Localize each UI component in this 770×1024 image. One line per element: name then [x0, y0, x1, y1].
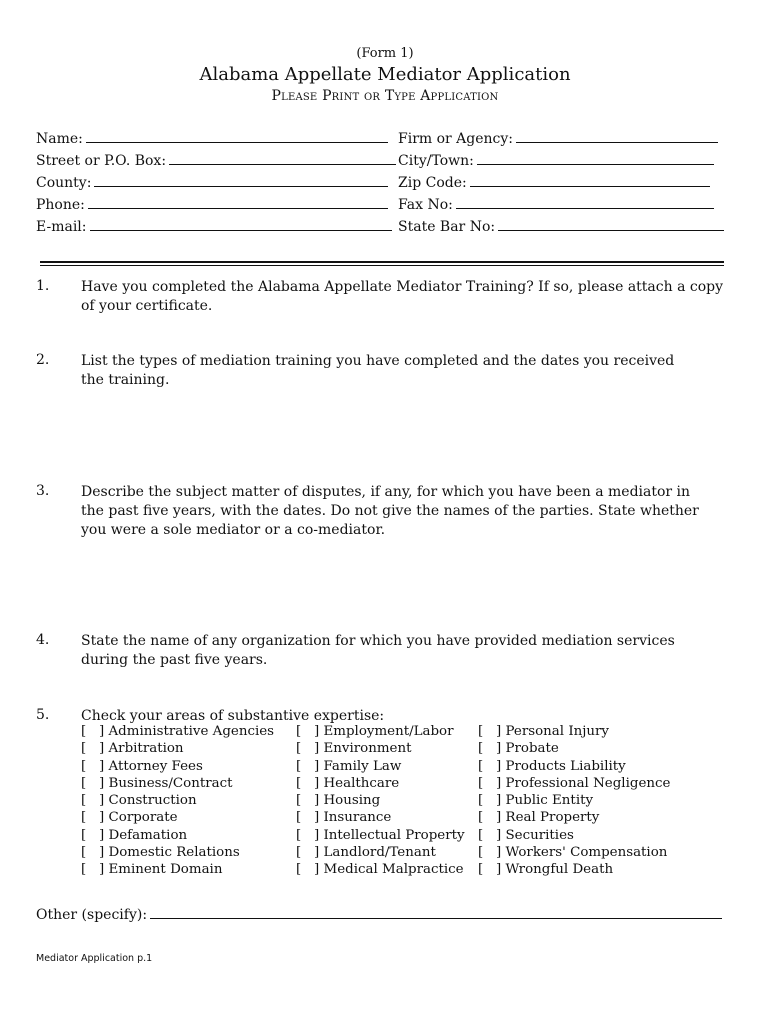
phone-field[interactable]	[36, 194, 388, 213]
expertise-checkbox-item[interactable]	[478, 861, 670, 878]
expertise-checkbox-item[interactable]	[478, 827, 670, 844]
checkbox-close-bracket[interactable]: ]	[314, 793, 320, 809]
checkbox-open-bracket[interactable]: [	[296, 793, 302, 809]
other-field[interactable]	[36, 904, 722, 923]
expertise-label: Environment	[319, 741, 412, 757]
expertise-label: Domestic Relations	[104, 845, 240, 861]
question-4-text: State the name of any organization for which you have provided mediation services during the past five years.	[81, 633, 675, 668]
email-input[interactable]	[90, 216, 392, 231]
expertise-label: Employment/Labor	[319, 724, 454, 739]
expertise-column-2	[296, 723, 465, 879]
expertise-checkbox-item[interactable]	[296, 844, 465, 861]
zip-field[interactable]	[398, 172, 710, 191]
checkbox-close-bracket[interactable]: ]	[496, 775, 502, 791]
section-divider-secondary	[40, 265, 724, 266]
checkbox-close-bracket[interactable]: ]	[99, 845, 105, 861]
checkbox-close-bracket[interactable]: ]	[99, 810, 105, 826]
checkbox-open-bracket[interactable]: [	[81, 741, 87, 757]
fax-label: Fax No:	[398, 197, 453, 213]
expertise-checkbox-item[interactable]	[81, 861, 274, 878]
checkbox-close-bracket[interactable]: ]	[496, 845, 502, 861]
checkbox-close-bracket[interactable]: ]	[496, 862, 502, 878]
street-label: Street or P.O. Box:	[36, 153, 167, 169]
checkbox-close-bracket[interactable]: ]	[99, 827, 105, 843]
checkbox-close-bracket[interactable]: ]	[314, 862, 320, 878]
other-label: Other (specify):	[36, 907, 148, 923]
bar-number-input[interactable]	[498, 216, 724, 231]
checkbox-close-bracket[interactable]: ]	[314, 810, 320, 826]
question-3-text: Describe the subject matter of disputes, if any, for which you have been a mediator in the past five years, with the dates. Do not give the names of the parties. State whether you were a sole mediator or a co-mediator.	[81, 484, 699, 538]
section-divider	[40, 261, 724, 263]
checkbox-close-bracket[interactable]: ]	[314, 845, 320, 861]
question-4-number: 4.	[36, 632, 50, 648]
expertise-label: Attorney Fees	[104, 758, 203, 774]
email-field[interactable]	[36, 216, 392, 235]
checkbox-open-bracket[interactable]: [	[478, 845, 484, 861]
expertise-label: Securities	[501, 827, 574, 843]
phone-input[interactable]	[88, 194, 388, 209]
bar-number-field[interactable]	[398, 216, 724, 235]
expertise-checkbox-item[interactable]	[478, 844, 670, 861]
checkbox-open-bracket[interactable]: [	[296, 845, 302, 861]
expertise-label: Public Entity	[501, 793, 594, 809]
name-label: Name:	[36, 131, 83, 147]
checkbox-open-bracket[interactable]: [	[296, 775, 302, 791]
question-5-number: 5.	[36, 707, 50, 723]
expertise-checkbox-item[interactable]	[296, 775, 465, 792]
checkbox-close-bracket[interactable]: ]	[496, 741, 502, 757]
expertise-checkbox-item[interactable]	[81, 792, 274, 809]
street-input[interactable]	[169, 150, 396, 165]
expertise-label: Corporate	[104, 810, 178, 826]
expertise-label: Professional Negligence	[501, 775, 671, 791]
checkbox-open-bracket[interactable]: [	[81, 793, 87, 809]
question-5-text: Check your areas of substantive expertise:	[81, 708, 385, 724]
checkbox-open-bracket[interactable]: [	[81, 827, 87, 843]
checkbox-close-bracket[interactable]: ]	[314, 775, 320, 791]
expertise-checkbox-item[interactable]	[296, 792, 465, 809]
expertise-label: Wrongful Death	[501, 862, 614, 878]
expertise-checkbox-item[interactable]	[296, 827, 465, 844]
county-input[interactable]	[94, 172, 388, 187]
city-field[interactable]	[398, 150, 714, 169]
checkbox-open-bracket[interactable]: [	[296, 724, 302, 739]
checkbox-open-bracket[interactable]: [	[81, 724, 87, 739]
expertise-label: Probate	[501, 741, 559, 757]
phone-label: Phone:	[36, 197, 85, 213]
checkbox-open-bracket[interactable]: [	[81, 810, 87, 826]
checkbox-open-bracket[interactable]: [	[478, 741, 484, 757]
city-input[interactable]	[477, 150, 714, 165]
question-2-number: 2.	[36, 352, 50, 368]
expertise-label: Eminent Domain	[104, 862, 223, 878]
page-footer: Mediator Application p.1	[36, 953, 153, 964]
fax-field[interactable]	[398, 194, 714, 213]
expertise-checkbox-item[interactable]	[478, 740, 670, 757]
expertise-checkbox-item[interactable]	[296, 861, 465, 878]
expertise-label: Family Law	[319, 758, 402, 774]
page-subtitle: Please Print or Type Application	[271, 88, 499, 104]
expertise-checkbox-item[interactable]	[478, 792, 670, 809]
expertise-checkbox-item[interactable]	[81, 723, 274, 740]
expertise-checkbox-item[interactable]	[478, 809, 670, 826]
checkbox-open-bracket[interactable]: [	[296, 862, 302, 878]
expertise-label: Administrative Agencies	[104, 724, 275, 739]
expertise-checkbox-item[interactable]	[81, 740, 274, 757]
checkbox-open-bracket[interactable]: [	[81, 758, 87, 774]
expertise-label: Defamation	[104, 827, 188, 843]
name-field[interactable]	[36, 128, 388, 147]
checkbox-open-bracket[interactable]: [	[296, 827, 302, 843]
checkbox-open-bracket[interactable]: [	[478, 810, 484, 826]
email-label: E-mail:	[36, 219, 87, 235]
question-2-text: List the types of mediation training you have completed and the dates you received the training.	[81, 353, 675, 388]
expertise-checkbox-item[interactable]	[478, 758, 670, 775]
expertise-checkbox-item[interactable]	[478, 723, 670, 740]
expertise-label: Products Liability	[501, 758, 626, 774]
question-1-text: Have you completed the Alabama Appellate Mediator Training? If so, please attach a copy of your certificate.	[81, 279, 724, 314]
firm-field[interactable]	[398, 128, 718, 147]
expertise-column-3	[478, 723, 670, 879]
checkbox-open-bracket[interactable]: [	[81, 845, 87, 861]
expertise-checkbox-item[interactable]	[296, 809, 465, 826]
checkbox-open-bracket[interactable]: [	[296, 758, 302, 774]
expertise-label: Insurance	[319, 810, 392, 826]
checkbox-close-bracket[interactable]: ]	[99, 758, 105, 774]
expertise-label: Personal Injury	[501, 724, 609, 739]
firm-input[interactable]	[516, 128, 718, 143]
fax-input[interactable]	[456, 194, 714, 209]
checkbox-close-bracket[interactable]: ]	[314, 827, 320, 843]
expertise-label: Landlord/Tenant	[319, 845, 436, 861]
expertise-label: Medical Malpractice	[319, 862, 464, 878]
expertise-label: Business/Contract	[104, 775, 233, 791]
form-number: (Form 1)	[356, 46, 414, 61]
checkbox-open-bracket[interactable]: [	[478, 758, 484, 774]
page-title: Alabama Appellate Mediator Application	[199, 64, 571, 85]
checkbox-open-bracket[interactable]: [	[478, 827, 484, 843]
county-label: County:	[36, 175, 92, 191]
checkbox-open-bracket[interactable]: [	[478, 793, 484, 809]
street-field[interactable]	[36, 150, 396, 169]
city-label: City/Town:	[398, 153, 474, 169]
checkbox-open-bracket[interactable]: [	[478, 775, 484, 791]
name-input[interactable]	[86, 128, 388, 143]
checkbox-close-bracket[interactable]: ]	[99, 775, 105, 791]
checkbox-close-bracket[interactable]: ]	[314, 724, 320, 739]
expertise-label: Workers' Compensation	[501, 845, 668, 861]
checkbox-close-bracket[interactable]: ]	[99, 862, 105, 878]
checkbox-close-bracket[interactable]: ]	[99, 724, 105, 739]
checkbox-open-bracket[interactable]: [	[81, 862, 87, 878]
bar-number-label: State Bar No:	[398, 219, 496, 235]
checkbox-close-bracket[interactable]: ]	[496, 758, 502, 774]
expertise-label: Intellectual Property	[319, 827, 465, 843]
checkbox-open-bracket[interactable]: [	[478, 862, 484, 878]
expertise-checkbox-item[interactable]	[81, 809, 274, 826]
expertise-checkbox-item[interactable]	[296, 740, 465, 757]
checkbox-close-bracket[interactable]: ]	[496, 827, 502, 843]
expertise-checkbox-item[interactable]	[296, 723, 465, 740]
expertise-checkbox-item[interactable]	[478, 775, 670, 792]
checkbox-close-bracket[interactable]: ]	[314, 758, 320, 774]
expertise-checkbox-item[interactable]	[81, 844, 274, 861]
checkbox-open-bracket[interactable]: [	[296, 741, 302, 757]
checkbox-close-bracket[interactable]: ]	[99, 793, 105, 809]
expertise-label: Real Property	[501, 810, 600, 826]
other-input[interactable]	[150, 904, 722, 919]
checkbox-open-bracket[interactable]: [	[296, 810, 302, 826]
county-field[interactable]	[36, 172, 388, 191]
zip-label: Zip Code:	[398, 175, 467, 191]
zip-input[interactable]	[470, 172, 710, 187]
expertise-label: Arbitration	[104, 741, 184, 757]
expertise-label: Healthcare	[319, 775, 400, 791]
checkbox-open-bracket[interactable]: [	[478, 724, 484, 739]
expertise-checkbox-item[interactable]	[81, 775, 274, 792]
question-1-number: 1.	[36, 278, 50, 294]
expertise-checkbox-item[interactable]	[296, 758, 465, 775]
checkbox-close-bracket[interactable]: ]	[496, 793, 502, 809]
expertise-checkbox-item[interactable]	[81, 758, 274, 775]
checkbox-close-bracket[interactable]: ]	[496, 810, 502, 826]
checkbox-close-bracket[interactable]: ]	[99, 741, 105, 757]
checkbox-close-bracket[interactable]: ]	[314, 741, 320, 757]
firm-label: Firm or Agency:	[398, 131, 514, 147]
checkbox-close-bracket[interactable]: ]	[496, 724, 502, 739]
checkbox-open-bracket[interactable]: [	[81, 775, 87, 791]
expertise-checkbox-item[interactable]	[81, 827, 274, 844]
expertise-label: Housing	[319, 793, 381, 809]
expertise-label: Construction	[104, 793, 197, 809]
question-3-number: 3.	[36, 483, 50, 499]
expertise-column-1	[81, 723, 274, 879]
